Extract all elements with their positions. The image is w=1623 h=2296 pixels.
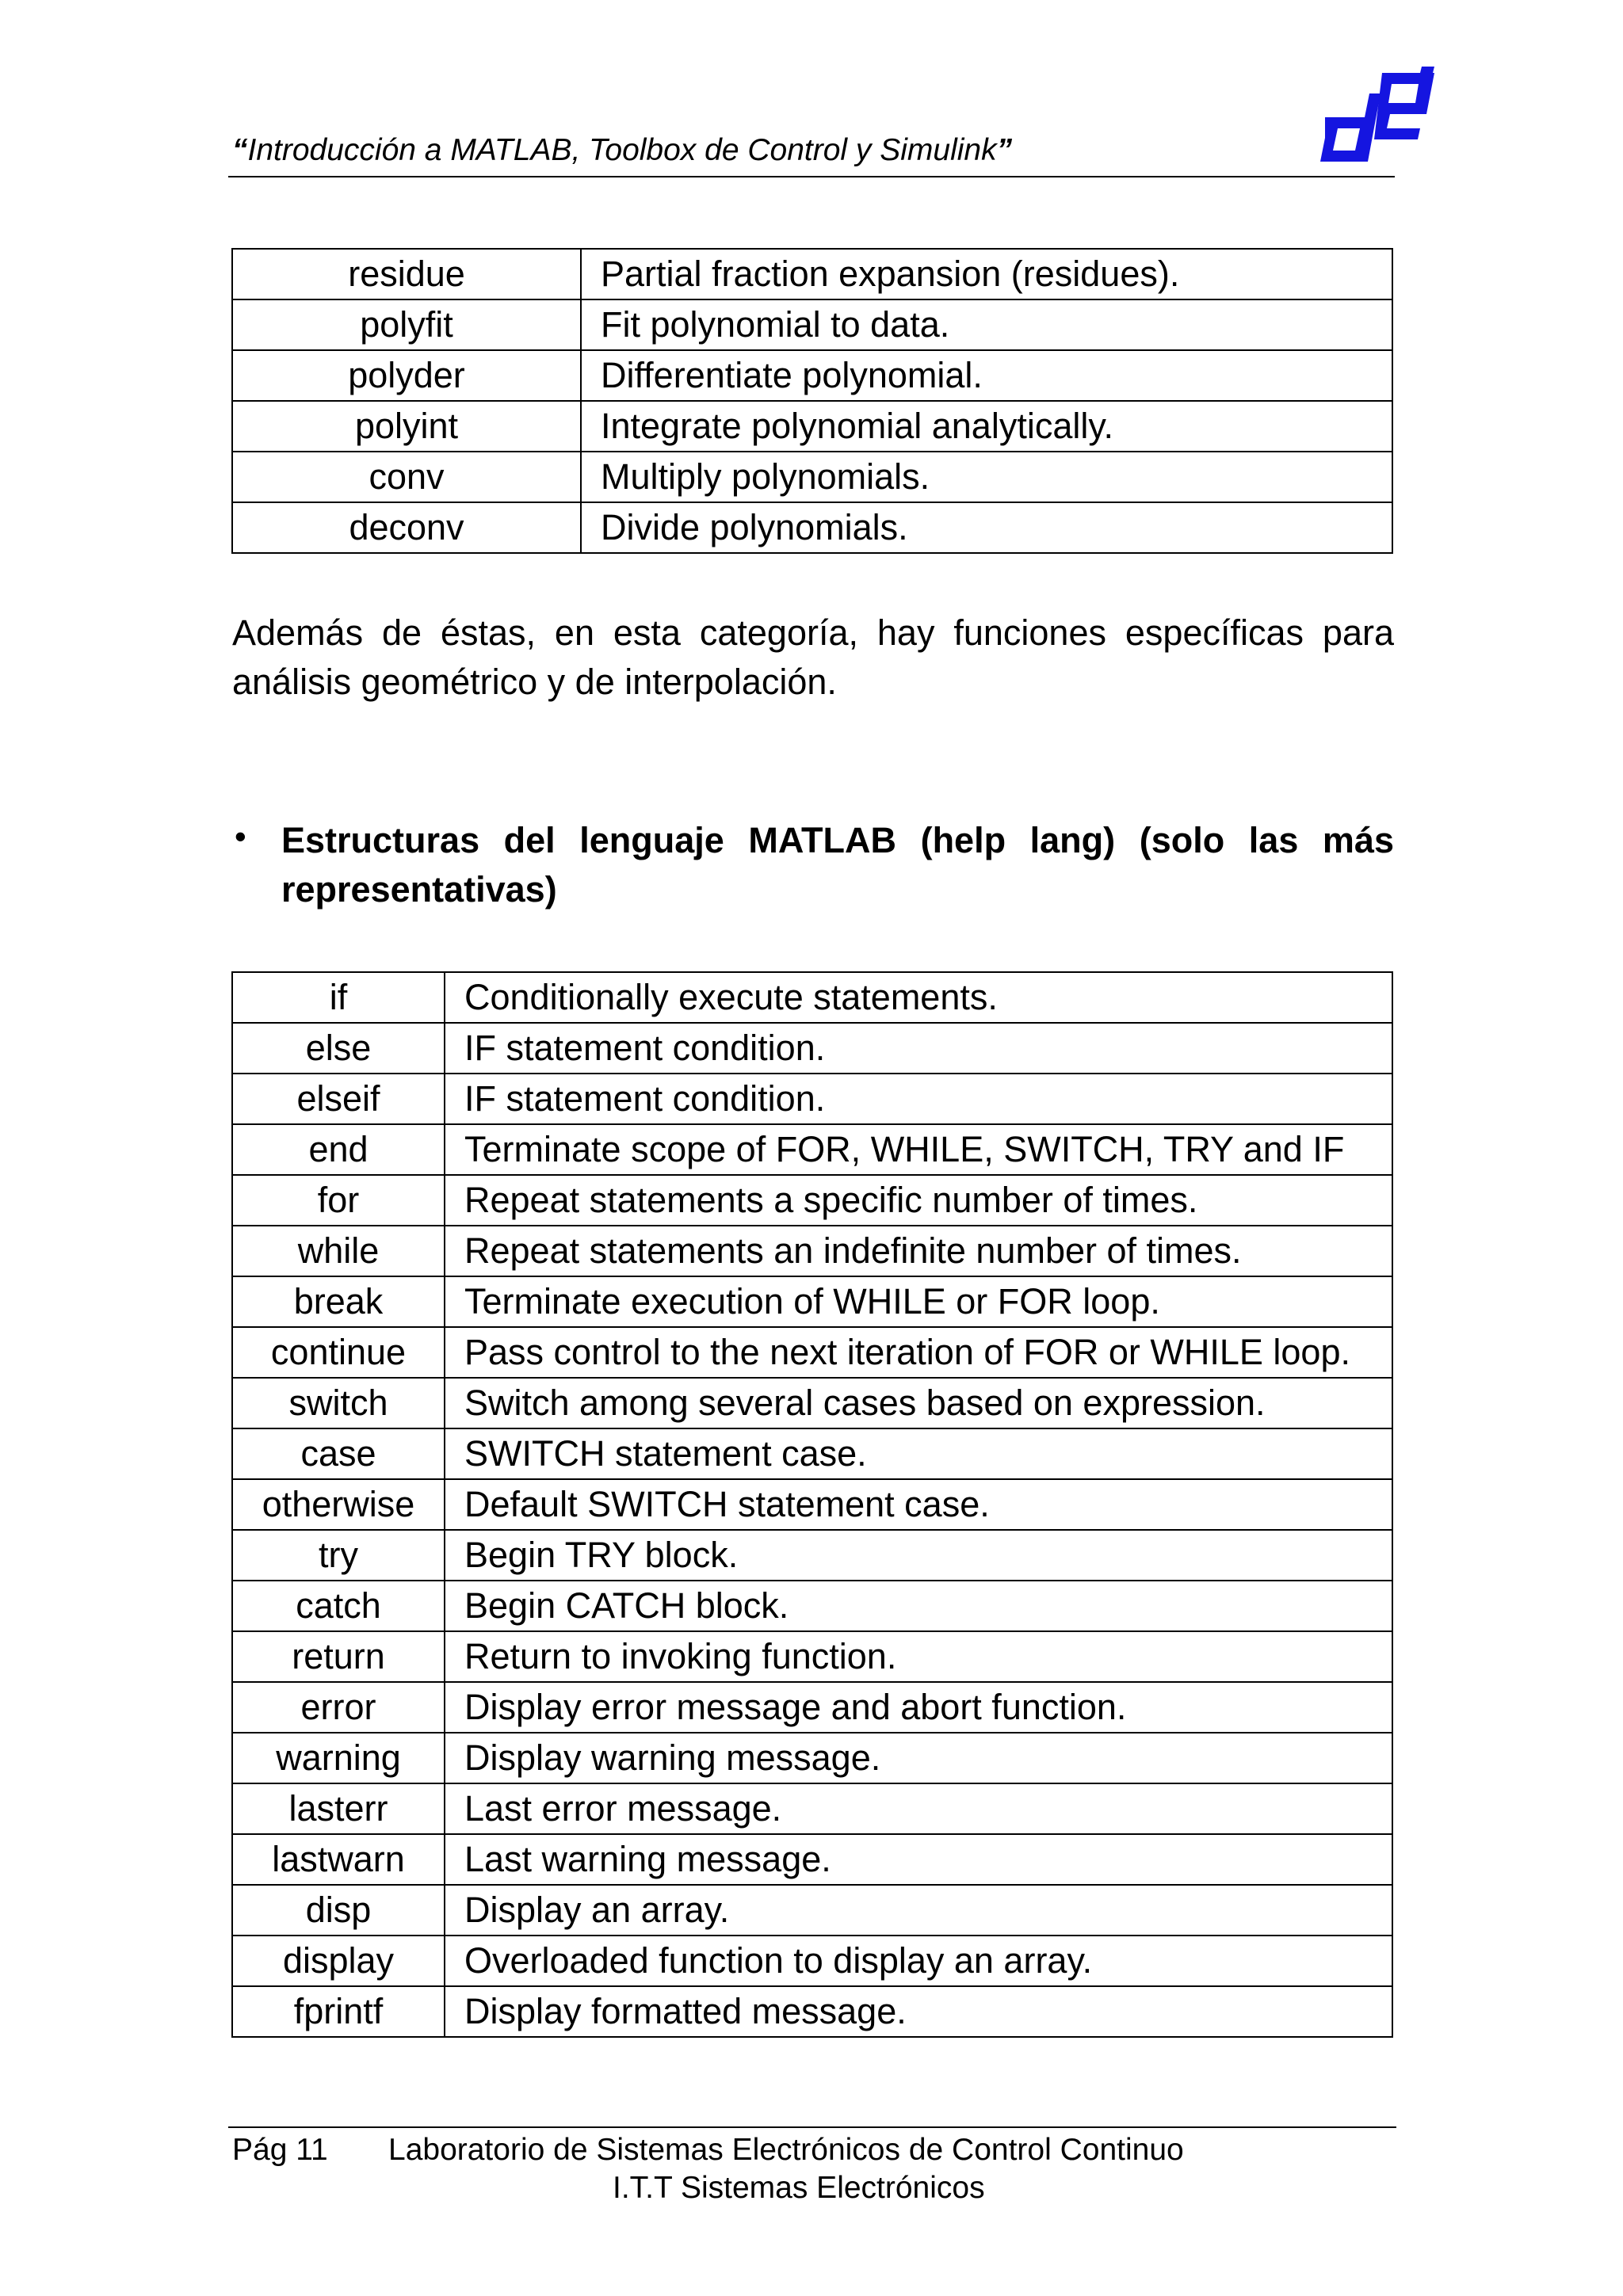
function-description-cell: Display warning message.	[445, 1733, 1392, 1783]
function-description-cell: Divide polynomials.	[581, 502, 1392, 553]
footer-degree: I.T.T Sistemas Electrónicos	[613, 2171, 985, 2205]
function-name-cell: break	[232, 1276, 445, 1327]
function-description-cell: Multiply polynomials.	[581, 452, 1392, 502]
function-description-cell: Display error message and abort function.	[445, 1682, 1392, 1733]
function-description-cell: Switch among several cases based on expression.	[445, 1378, 1392, 1428]
function-description-cell: IF statement condition.	[445, 1023, 1392, 1074]
function-name-cell: disp	[232, 1885, 445, 1936]
table-row	[232, 1124, 1392, 1175]
table-row	[232, 1327, 1392, 1378]
function-name-cell: residue	[232, 249, 581, 299]
function-description-cell: Last error message.	[445, 1783, 1392, 1834]
function-name-cell: end	[232, 1124, 445, 1175]
function-description-cell: Repeat statements an indefinite number of times.	[445, 1226, 1392, 1276]
function-description-cell: Integrate polynomial analytically.	[581, 401, 1392, 452]
function-name-cell: if	[232, 972, 445, 1023]
table-row	[232, 1023, 1392, 1074]
language-structures-table	[231, 971, 1393, 2038]
table-row	[232, 1733, 1392, 1783]
table-row	[232, 1783, 1392, 1834]
table-row	[232, 1986, 1392, 2037]
function-description-cell: Default SWITCH statement case.	[445, 1479, 1392, 1530]
function-description-cell: Partial fraction expansion (residues).	[581, 249, 1392, 299]
document-header-title	[232, 133, 1012, 168]
footer-rule	[228, 2126, 1396, 2128]
function-name-cell: try	[232, 1530, 445, 1581]
function-description-cell: Display formatted message.	[445, 1986, 1392, 2037]
function-description-cell: Fit polynomial to data.	[581, 299, 1392, 350]
department-logo-icon	[1316, 62, 1438, 171]
body-paragraph: Además de éstas, en esta categoría, hay funciones específicas para análisis geométrico y de interpolación.	[232, 612, 1394, 702]
table-row	[232, 1885, 1392, 1936]
table-row	[232, 350, 1392, 401]
header-rule	[228, 176, 1395, 177]
bullet-icon: •	[235, 818, 246, 855]
table-row	[232, 1530, 1392, 1581]
table-row	[232, 1682, 1392, 1733]
table-row	[232, 1631, 1392, 1682]
table-row	[232, 502, 1392, 553]
function-description-cell: Begin CATCH block.	[445, 1581, 1392, 1631]
function-description-cell: Begin TRY block.	[445, 1530, 1392, 1581]
table-row	[232, 1428, 1392, 1479]
table-row	[232, 1479, 1392, 1530]
function-description-cell: Pass control to the next iteration of FOR or WHILE loop.	[445, 1327, 1392, 1378]
function-description-cell: Display an array.	[445, 1885, 1392, 1936]
function-name-cell: catch	[232, 1581, 445, 1631]
function-description-cell: Conditionally execute statements.	[445, 972, 1392, 1023]
function-name-cell: return	[232, 1631, 445, 1682]
open-quote: “	[232, 133, 248, 167]
table-row	[232, 1276, 1392, 1327]
table-row	[232, 249, 1392, 299]
table-row	[232, 1175, 1392, 1226]
table-row	[232, 1226, 1392, 1276]
function-name-cell: else	[232, 1023, 445, 1074]
page-number: Pág 11	[232, 2133, 328, 2167]
function-description-cell: Last warning message.	[445, 1834, 1392, 1885]
function-name-cell: while	[232, 1226, 445, 1276]
function-description-cell: Terminate scope of FOR, WHILE, SWITCH, TRY and IF	[445, 1124, 1392, 1175]
function-name-cell: lastwarn	[232, 1834, 445, 1885]
function-name-cell: case	[232, 1428, 445, 1479]
function-name-cell: fprintf	[232, 1986, 445, 2037]
function-name-cell: continue	[232, 1327, 445, 1378]
function-description-cell: Repeat statements a specific number of times.	[445, 1175, 1392, 1226]
table-row	[232, 1936, 1392, 1986]
function-name-cell: for	[232, 1175, 445, 1226]
table-row	[232, 452, 1392, 502]
function-description-cell: Differentiate polynomial.	[581, 350, 1392, 401]
table-row	[232, 401, 1392, 452]
header-title-text: Introducción a MATLAB, Toolbox de Control y Simulink	[247, 133, 997, 167]
function-name-cell: display	[232, 1936, 445, 1986]
table-row	[232, 1378, 1392, 1428]
function-name-cell: elseif	[232, 1074, 445, 1124]
table-row	[232, 972, 1392, 1023]
function-description-cell: IF statement condition.	[445, 1074, 1392, 1124]
footer-lab-name: Laboratorio de Sistemas Electrónicos de Control Continuo	[388, 2133, 1184, 2167]
function-name-cell: polyint	[232, 401, 581, 452]
function-description-cell: Overloaded function to display an array.	[445, 1936, 1392, 1986]
table-row	[232, 1074, 1392, 1124]
function-description-cell: Terminate execution of WHILE or FOR loop.	[445, 1276, 1392, 1327]
function-name-cell: error	[232, 1682, 445, 1733]
section-heading: Estructuras del lenguaje MATLAB (help lang) (solo las más representativas)	[281, 820, 1394, 910]
function-name-cell: polyder	[232, 350, 581, 401]
table-row	[232, 1834, 1392, 1885]
polynomial-functions-table	[231, 248, 1393, 554]
function-name-cell: warning	[232, 1733, 445, 1783]
table-row	[232, 1581, 1392, 1631]
function-name-cell: switch	[232, 1378, 445, 1428]
function-description-cell: Return to invoking function.	[445, 1631, 1392, 1682]
function-name-cell: deconv	[232, 502, 581, 553]
function-name-cell: otherwise	[232, 1479, 445, 1530]
function-description-cell: SWITCH statement case.	[445, 1428, 1392, 1479]
function-name-cell: conv	[232, 452, 581, 502]
function-name-cell: polyfit	[232, 299, 581, 350]
table-row	[232, 299, 1392, 350]
close-quote: ”	[996, 133, 1013, 167]
function-name-cell: lasterr	[232, 1783, 445, 1834]
